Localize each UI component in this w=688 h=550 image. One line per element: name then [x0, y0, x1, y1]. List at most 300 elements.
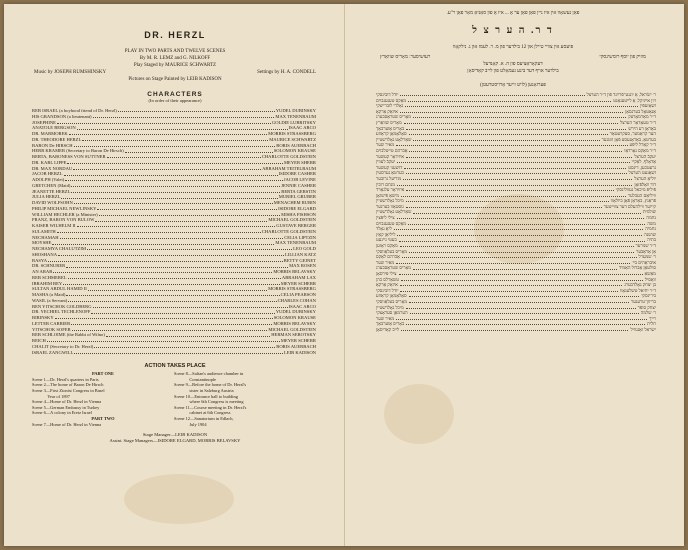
- role-name-yiddish: וואַסיל: [644, 276, 656, 282]
- actor-name-yiddish: מאָריס שטראַסבערג: [376, 114, 411, 120]
- actor-name-yiddish: הערמאַן סעראָצקי: [376, 310, 408, 316]
- director-credit: רעזשיסער: מאָריס שוואַרץ: [380, 55, 431, 60]
- leader-dots: [409, 131, 608, 135]
- leader-dots: [399, 237, 645, 241]
- leader-dots: [410, 310, 639, 314]
- actor-name-yiddish: מאָריס בעלאַווסקי: [376, 248, 408, 254]
- actor-name-yiddish: באָריס אַוערבאַך: [376, 321, 405, 327]
- actor-name-yiddish: יודל דובינסקי: [376, 287, 399, 293]
- leader-dots: [60, 235, 284, 239]
- yiddish-title: ד ר. ה ע ר צ ל: [472, 25, 554, 36]
- role-name-yiddish: וויליאַם העכלער: [627, 192, 656, 198]
- actor-name-yiddish: גאָלדי לוברייצקי: [376, 103, 404, 109]
- actor-name-yiddish: מאיר שער: [376, 142, 395, 148]
- actor-name: SOLOMON KRAUSE: [273, 315, 316, 320]
- leader-dots: [99, 212, 280, 216]
- actor-name: MISHA FISHSON: [281, 211, 316, 217]
- leader-dots: [82, 137, 268, 141]
- role-name-yiddish: רייך: [649, 315, 656, 321]
- role-name: JULIA HERZL: [32, 194, 61, 200]
- role-name-yiddish: שושנה: [644, 231, 656, 237]
- leader-dots: [87, 246, 292, 250]
- actor-name: SOLOMON KRAUSE: [273, 148, 316, 154]
- authors-line: By M. R. LEMZ and G. NILKOFF: [139, 56, 211, 61]
- scene-line: July 1904: [174, 421, 207, 427]
- actor-name: MAX ROSEN: [289, 263, 316, 269]
- role-name-yiddish: יצחק סופֿר: [637, 304, 656, 310]
- leader-dots: [64, 171, 278, 175]
- yiddish-cast-list: [350, 92, 676, 333]
- scene-column-1: [32, 371, 174, 427]
- leader-dots: [400, 282, 622, 286]
- role-name: ANATOLE BERGSON: [32, 125, 76, 131]
- scene-line: Scene 9—Before the home of Dr. Herzl's: [174, 382, 247, 388]
- leader-dots: [400, 109, 623, 113]
- assistant-managers: Asstnt. Stage Managers—ISIDORE ELGARD, MORRIS BELAVSKY: [109, 438, 241, 444]
- cast-list: [12, 108, 338, 355]
- leader-dots: [72, 327, 268, 331]
- role-name-yiddish: יוליאַ הערצל: [634, 175, 656, 181]
- scene-line: sister in Salzburg Austria: [174, 388, 234, 394]
- leader-dots: [400, 92, 584, 96]
- actor-name-yiddish: ליאָ גאָלד: [376, 226, 392, 232]
- leader-dots: [88, 286, 267, 290]
- actor-name-yiddish: איזידאָר קעשער: [376, 153, 404, 159]
- actor-name: GOLDIE LUBRITSKY: [271, 119, 316, 125]
- play-title: DR. HERZL: [144, 30, 206, 40]
- role-name: MOYSHE: [32, 240, 52, 246]
- actor-name: MORRIS BELAVSKY: [273, 320, 316, 326]
- actor-name: ISAAC ARCO: [288, 125, 316, 131]
- actor-name-yiddish: לייב קאַדיסאָן: [376, 326, 400, 332]
- yiddish-credits-row: [350, 54, 676, 61]
- leader-dots: [408, 98, 611, 102]
- role-name-yiddish: אַנאַטאָל בערגסאָן: [625, 108, 656, 114]
- play-subtitle: PLAY IN TWO PARTS AND TWELVE SCENES: [124, 49, 226, 54]
- scene-line: Scene 4—Home of Dr. Herzl in Vienna: [32, 399, 102, 405]
- music-credit: Music by JOSEPH RUMSHINSKY: [34, 70, 107, 75]
- leader-dots: [57, 120, 271, 124]
- role-name: ISRAEL ZANGWILL: [32, 349, 74, 355]
- actor-name-yiddish: איזאַק אַרקאָ: [376, 282, 398, 288]
- role-name: YITSCHOK SOFER: [32, 326, 71, 332]
- actor-name-yiddish: סאָלאָמאָן קראַוזע: [376, 293, 407, 299]
- role-name: PHILIP MICHAEL NEWLINSKY: [32, 205, 97, 211]
- leader-dots: [401, 277, 643, 281]
- leader-dots: [52, 240, 274, 244]
- role-name-yiddish: אַן אַראַבער: [636, 248, 656, 254]
- role-name: DR. KARL LIPPE: [32, 159, 67, 165]
- persons-heading: פּערזאָנען (לויט זייער אַרויסטרעטן): [480, 83, 546, 88]
- yiddish-cast-row: [376, 327, 656, 333]
- role-name-yiddish: ר׳ שמערל: [638, 254, 656, 260]
- pictures-line: Pictures on Stage Painted by LEIB KADISON: [128, 77, 222, 82]
- leader-dots: [48, 258, 283, 262]
- role-name: JACOB HERZL: [32, 171, 63, 177]
- actor-name-yiddish: מנחם רובין: [376, 181, 395, 187]
- leader-dots: [69, 131, 267, 135]
- leader-dots: [68, 275, 281, 279]
- actor-name: MEYER SCHERR: [280, 280, 316, 286]
- actor-name: BERTA GERSTIN: [281, 188, 316, 194]
- actor-name-yiddish: אַבֿרהם טייטלבוים: [376, 147, 408, 153]
- scene-line: Scene 6—A colony in Eretz Israel: [32, 410, 92, 416]
- scene-line: Scene 3—First Zionist Congress in Basel: [32, 388, 105, 394]
- role-name: CHALIT (Secretary to Dr. Herzl): [32, 343, 94, 349]
- actor-name: ABRAHAM TEITELBAUM: [262, 165, 316, 171]
- role-name: BARON De HIRSCH: [32, 142, 73, 148]
- leader-dots: [403, 176, 632, 180]
- leader-dots: [409, 148, 622, 152]
- actor-name-yiddish: איזאַק אַרקאָ: [376, 108, 398, 114]
- action-heading: ACTION TAKES PLACE: [144, 363, 206, 370]
- cast-row: [32, 350, 316, 356]
- leader-dots: [394, 226, 643, 230]
- actor-name-yiddish: איזידאָר עלגאַרד: [376, 187, 405, 193]
- role-name: NECHAMAH: [32, 234, 59, 240]
- actor-name-yiddish: סאָלאָמאָן קראַוזע: [376, 131, 407, 137]
- actor-name: GUSTAVE BERGER: [276, 223, 316, 228]
- scene-line: Scene 2—The home of Baron De Hirsch: [32, 382, 104, 388]
- actor-name-yiddish: מאַקס ראָזען: [376, 243, 398, 249]
- role-name: SULTAN ABDUL HAMID II: [32, 286, 87, 292]
- leader-dots: [400, 288, 618, 292]
- role-name-yiddish: פֿיליפּ מיכאל נעוולינסקי: [615, 187, 656, 193]
- actor-name: LILLIAN KATZ: [285, 251, 316, 257]
- role-name: BIRINSKY: [32, 315, 54, 320]
- leader-dots: [406, 198, 609, 202]
- actor-name-yiddish: שאַרלאָט גאָלדשטיין: [376, 136, 412, 142]
- leader-dots: [400, 243, 634, 247]
- role-name-yiddish: ד״ר מאַרמאָרעק: [628, 114, 656, 120]
- actor-name: JENNIE CASHER: [281, 182, 316, 188]
- scene-line: Scene 10—Entrance hall to building: [174, 393, 238, 399]
- leader-dots: [97, 206, 277, 210]
- role-name: LETTER CARRIER: [32, 320, 71, 326]
- scene-line: cabinet at 6th Congress: [174, 410, 231, 416]
- role-name-yiddish: ד״ר מאַקס נאָרדאַו: [624, 147, 656, 153]
- leader-dots: [53, 269, 272, 273]
- actor-name: MICHAEL GOLDSTEIN: [268, 326, 316, 332]
- leader-dots: [77, 125, 288, 129]
- role-name: MASHA (a Maid): [32, 292, 66, 297]
- leader-dots: [397, 159, 630, 163]
- leader-dots: [406, 321, 645, 325]
- leader-dots: [74, 350, 283, 354]
- leader-dots: [66, 292, 279, 296]
- role-name-yiddish: ד״ר שנורער: [635, 243, 656, 249]
- role-name-yiddish: נחמה: [646, 215, 656, 221]
- leader-dots: [94, 344, 275, 348]
- role-name-yiddish: ד״ר קאַרל ליפּע: [629, 142, 656, 148]
- leader-dots: [71, 321, 272, 325]
- leader-dots: [406, 154, 632, 158]
- actor-name: MICHAEL GOLDSTEIN: [268, 217, 316, 223]
- role-name-yiddish: זײַן אײניקל, אַ לײטענאַנט: [613, 97, 656, 103]
- actor-name: CELIA LIPTZIN: [284, 234, 316, 240]
- leader-dots: [55, 315, 273, 319]
- actor-name: YUDEL DUBINSKY: [275, 309, 316, 315]
- actor-name: HERMAN SEROTSKY: [271, 332, 316, 338]
- role-name: AN ARAB: [32, 269, 53, 274]
- actor-name: CHARLOTTE GOLDSTEIN: [261, 154, 316, 159]
- role-name-yiddish: בן יצחק גאָלדבערג: [624, 282, 656, 288]
- role-name: SHOSHANA: [32, 251, 58, 257]
- role-name: WASIL (a Servant): [32, 297, 68, 303]
- leader-dots: [401, 327, 628, 331]
- scene-column-2: [174, 371, 316, 427]
- yiddish-subtitle: פּיעסע אין צוויי טיילן און 12 בילדער פון מ. ר. לעמז און ג. נילקאָוו: [452, 45, 574, 50]
- actor-name-yiddish: מאַקס טענענבוים: [376, 220, 407, 226]
- scene-line: Scene 11—Course meeting in Dr. Herzl's: [174, 404, 247, 410]
- actor-name: ISIDORE ELGARD: [278, 205, 316, 211]
- role-name-yiddish: הער קראַמער, סעקרעטאַר: [609, 131, 656, 137]
- leader-dots: [396, 142, 627, 146]
- top-line: פאַן נעשאָוו אין איז ניין פאַן פאַן ער אָ ... איז אָ פון סאַניאַ מאָר פאַן ר"ע.: [446, 11, 580, 16]
- leader-dots: [406, 170, 627, 174]
- actor-name-yiddish: מאָריס בעלאַווסקי: [376, 298, 408, 304]
- role-name-yiddish: בערטאַ, באַראָנעסע פֿאָן זוטנער: [601, 136, 656, 142]
- leader-dots: [406, 126, 626, 130]
- leader-dots: [47, 338, 280, 342]
- leader-dots: [413, 209, 640, 213]
- music-credit-yiddish: מוזיק פון יוסף רומשינסקי: [599, 55, 646, 60]
- actor-name: CELIA PEARSON: [280, 292, 316, 297]
- actor-name: MAX TENENBAUM: [275, 113, 316, 119]
- role-name-yiddish: זשאָזעפֿין: [640, 103, 656, 109]
- leader-dots: [409, 299, 629, 303]
- actor-name-yiddish: מישאַ פֿישזאָן: [376, 192, 400, 198]
- settings-credit: Settings by H. A. CONDELL: [257, 70, 316, 75]
- pictures-credit-yiddish: בילדער אויף דער בינע געמאָלט פון לייב קאַדיסאָן: [467, 69, 559, 74]
- actor-name-yiddish: מיכל גאָלדשטיין: [376, 198, 404, 204]
- role-name: REB SCHMEREL: [32, 274, 67, 280]
- role-name: JEANETTE HERZL: [32, 188, 71, 194]
- leader-dots: [396, 260, 630, 264]
- leader-dots: [71, 189, 280, 193]
- role-name: IBRAHIM BEY: [32, 280, 63, 286]
- role-name: BEN YITSCHOK GOLDBERG: [32, 303, 92, 309]
- role-name-yiddish: זשאַנעט הערצל: [628, 170, 656, 176]
- leader-dots: [118, 108, 275, 112]
- stage-manager: Stage Manager—LEIB KADISON: [142, 432, 208, 438]
- actor-name-yiddish: ליליאַן קאַץ: [376, 231, 396, 237]
- actor-name: MURIEL GRUBER: [278, 194, 316, 200]
- scene-line: where 6th Congress is meeting: [174, 399, 244, 405]
- role-name-yiddish: ר׳ שלמה: [640, 310, 656, 316]
- role-name-yiddish: ישׂראל זאַנגוויל: [630, 326, 656, 332]
- leader-dots: [413, 137, 599, 141]
- actor-name-yiddish: מאַקס טענענבוים: [376, 97, 407, 103]
- role-name-yiddish: גרעטכען, דינסט: [628, 164, 656, 170]
- role-name-yiddish: בתיה: [647, 237, 656, 243]
- leader-dots: [93, 304, 288, 308]
- actor-name: MEYER SCHERR: [280, 338, 316, 343]
- role-name: DR. SCHNURER: [32, 263, 66, 269]
- role-name: SULAMITH: [32, 228, 56, 234]
- leader-dots: [396, 316, 647, 320]
- role-name-yiddish: אַדאָלף, לאַקיי: [631, 159, 656, 165]
- actor-name: MAURICE SCHWARTZ: [269, 136, 316, 142]
- actor-name-yiddish: מוריעל גרובער: [376, 175, 402, 181]
- actor-name: YUDEL DUBINSKY: [275, 108, 316, 113]
- role-name-yiddish: ר׳ ישׂראל, אַ יוגנט־פֿרײַנד פֿון ד״ר הערצל: [586, 92, 656, 97]
- actor-name-yiddish: יעקבֿ לעווין: [376, 159, 396, 165]
- settings-credit-yiddish: דעקאָראַציעס פון ה. א. קאָנדעל: [483, 62, 543, 67]
- actor-name: MEYER SHERR: [283, 159, 316, 165]
- role-name: REICH: [32, 338, 46, 343]
- role-name: REB SCHLOIME (the Rabbi of Wilno): [32, 332, 105, 338]
- role-name: NECHAMYA CHALUTZIM: [32, 246, 86, 251]
- leader-dots: [406, 305, 636, 309]
- role-name: WILLIAM HECHLER (a Minister): [32, 211, 98, 217]
- characters-note: (In order of their appearance): [148, 98, 202, 103]
- leader-dots: [68, 298, 276, 302]
- leader-dots: [413, 114, 626, 118]
- role-name-yiddish: דוד וואָלפֿזאָן: [634, 181, 656, 187]
- staged-line: Play Staged by MAURICE SCHWARTZ: [133, 63, 217, 68]
- actor-name-yiddish: באָריס אַוערבאַך: [376, 125, 405, 131]
- actor-name-yiddish: מאָריס שטראַסבערג: [376, 265, 411, 271]
- role-name-yiddish: בריוון־טרעגער: [631, 298, 656, 304]
- characters-heading: CHARACTERS: [147, 91, 203, 98]
- role-name: GRETCHEN (Maid): [32, 182, 71, 188]
- scene-line: Scene 8—Sultan's audience chamber in: [174, 371, 244, 377]
- role-name: DAVID WOLFSOHN: [32, 200, 73, 205]
- role-name: DR. MAX NORDAU: [32, 165, 73, 171]
- leader-dots: [93, 114, 275, 118]
- role-name-yiddish: חלית: [647, 321, 656, 327]
- leader-dots: [409, 293, 640, 297]
- actor-name: MORRIS STRASSBERG: [268, 131, 316, 136]
- actor-name-yiddish: יודל דובינסקי: [376, 92, 399, 97]
- role-name-yiddish: פֿראַנץ, באַראָן פֿאָן ביולאָוו: [610, 198, 656, 204]
- leader-dots: [77, 223, 276, 227]
- scene-line: Scene 7—Home of Dr. Herzl in Vienna: [32, 421, 102, 427]
- role-name-yiddish: יעקבֿ הערצל: [634, 153, 656, 159]
- scene-line: Scene 12—Sanatorium in Edlach,: [174, 416, 234, 421]
- actor-name-yiddish: בערטאַ גערסטין: [376, 170, 404, 176]
- actor-name: JACOB LEVINE: [283, 177, 316, 182]
- actor-name: MORRIS BELAVSKY: [273, 269, 316, 274]
- role-name-yiddish: איבראַהים בײ: [632, 259, 656, 265]
- leader-dots: [106, 332, 270, 336]
- leader-dots: [73, 166, 261, 170]
- program-sheet: [4, 4, 684, 546]
- role-name-yiddish: מאַשאַ: [644, 271, 656, 276]
- yiddish-page: [350, 4, 676, 546]
- actor-name: ABRAHAM LAX: [281, 274, 316, 280]
- actor-name: BORIS AUERBACH: [276, 142, 316, 148]
- leader-dots: [57, 229, 261, 233]
- actor-name: LEIB KADISON: [283, 349, 316, 355]
- leader-dots: [74, 200, 273, 204]
- scene-line: Scene 5—German Embassy in Turkey: [32, 404, 100, 410]
- leader-dots: [402, 254, 637, 258]
- actor-name-yiddish: מיכל גאָלדשטיין: [376, 304, 404, 310]
- leader-dots: [401, 193, 626, 197]
- role-name-yiddish: קייזער ווילהעלם דער צווייטער: [603, 203, 656, 209]
- actor-name: CHARLOTTE GOLDSTEIN: [261, 228, 316, 234]
- leader-dots: [74, 143, 276, 147]
- role-name: HIS GRANDSON (a lieutenant): [32, 113, 92, 119]
- actor-name: ISIDORE CASHER: [278, 171, 316, 177]
- scene-line: Constantinople: [174, 376, 216, 382]
- role-name: REB ISRAEL (a boyhood friend of Dr. Herzl): [32, 108, 117, 113]
- actor-name-yiddish: מאיר שער: [376, 315, 395, 321]
- actor-name-yiddish: צילי פּירסאָן: [376, 271, 397, 276]
- actor-name-yiddish: טשאַרלס כהן: [376, 276, 400, 282]
- leader-dots: [406, 187, 613, 191]
- actor-name: BETTY GEINET: [283, 257, 316, 263]
- actor-name-yiddish: גוסטאַוו בערגער: [376, 203, 404, 209]
- actor-name-yiddish: דזשעני קעשער: [376, 164, 403, 170]
- actor-name-yiddish: שאַרלאָט גאָלדשטיין: [376, 209, 412, 215]
- leader-dots: [95, 217, 267, 221]
- actor-name: MENACHEM RUBIN: [273, 200, 316, 205]
- role-name: JOSEPHINE: [32, 119, 56, 125]
- leader-dots: [408, 221, 645, 225]
- scene-line: Scene 1—Dr. Herzl's quarters in Paris: [32, 376, 99, 382]
- role-name-yiddish: סולטאַן אַבדול האַמיד: [619, 265, 656, 271]
- role-name: KAISER WILHELM II: [32, 223, 76, 228]
- role-name: ADOLPH (Valet): [32, 177, 65, 182]
- leader-dots: [107, 154, 261, 158]
- leader-dots: [405, 103, 638, 107]
- role-name: BASYA: [32, 257, 48, 263]
- role-name-yiddish: באַראָן דע הירש: [628, 125, 656, 131]
- role-name-yiddish: שולמית: [642, 209, 656, 215]
- leader-dots: [399, 271, 643, 275]
- role-name: DR. YECHIEL TECHLENOFF: [32, 309, 91, 315]
- actor-name-yiddish: מאיר שער: [376, 259, 395, 265]
- actor-name: CHARLES COHAN: [277, 297, 316, 303]
- actor-name-yiddish: בעטי גיינעט: [376, 237, 397, 243]
- actor-name-yiddish: מאָריס שוואַרץ: [376, 119, 402, 125]
- role-name-yiddish: בירינסקי: [641, 293, 656, 299]
- leader-dots: [397, 215, 645, 219]
- scene-list: [12, 371, 338, 427]
- role-name-yiddish: ד״ר יחיאל טשלענאָוו: [620, 287, 656, 293]
- scene-line: Year of 1897: [32, 393, 70, 399]
- actor-name: ISAAC ARCO: [288, 303, 316, 309]
- leader-dots: [125, 148, 273, 152]
- actor-name: LEO GOLD: [293, 246, 316, 251]
- leader-dots: [65, 177, 282, 181]
- leader-dots: [58, 252, 284, 256]
- leader-dots: [71, 183, 280, 187]
- actor-name: MAX TENENBAUM: [275, 240, 316, 246]
- leader-dots: [404, 165, 626, 169]
- leader-dots: [404, 120, 618, 124]
- leader-dots: [91, 309, 274, 313]
- role-name: BERTA, BARONESS VON SUTTNER: [32, 154, 106, 159]
- leader-dots: [397, 182, 632, 186]
- role-name: FRANZ, BARON VON BULOW: [32, 217, 95, 223]
- leader-dots: [61, 194, 277, 198]
- actor-name: BORIS AUERBACH: [276, 343, 316, 349]
- english-page: [12, 4, 338, 546]
- role-name-yiddish: משה: [647, 220, 656, 226]
- leader-dots: [406, 204, 602, 208]
- actor-name-yiddish: צילי ליפּצין: [376, 215, 395, 221]
- part-heading: PART ONE: [91, 371, 114, 377]
- leader-dots: [397, 232, 642, 236]
- actor-name: MORRIS STRASSBERG: [268, 286, 316, 292]
- actor-name-yiddish: אַבֿרהם לאַקס: [376, 254, 400, 260]
- music-settings-line: [12, 69, 338, 76]
- leader-dots: [66, 263, 288, 267]
